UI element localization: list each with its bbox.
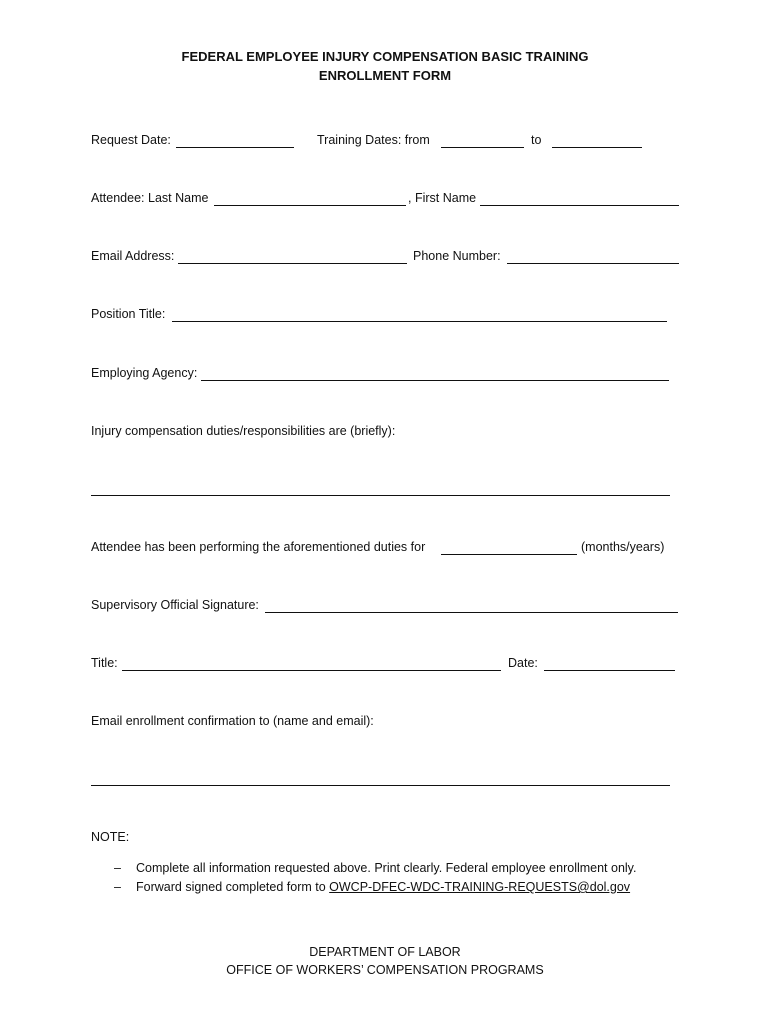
months-years-label: (months/years) xyxy=(581,540,665,554)
confirmation-label: Email enrollment confirmation to (name and email): xyxy=(91,714,374,728)
first-name-label: , First Name xyxy=(408,191,477,205)
note-dash: – xyxy=(114,880,121,894)
submission-email-link[interactable]: OWCP-DFEC-WDC-TRAINING-REQUESTS@dol.gov xyxy=(329,880,631,894)
position-title-field[interactable] xyxy=(172,321,667,322)
phone-number-field[interactable] xyxy=(507,263,679,264)
duties-label: Injury compensation duties/responsibilities are (briefly): xyxy=(91,424,396,438)
position-title-label: Position Title: xyxy=(91,307,166,321)
note-item-2 xyxy=(136,879,630,895)
first-name-field[interactable] xyxy=(480,205,679,206)
email-address-field[interactable] xyxy=(178,263,407,264)
official-title-field[interactable] xyxy=(122,670,501,671)
signature-date-label: Date: xyxy=(508,656,538,670)
confirmation-field[interactable] xyxy=(91,785,670,786)
form-title-line1: FEDERAL EMPLOYEE INJURY COMPENSATION BASIC TRAINING xyxy=(181,49,589,64)
form-title-line2: ENROLLMENT FORM xyxy=(318,68,452,83)
training-dates-from-label: Training Dates: from xyxy=(317,133,430,147)
duration-field[interactable] xyxy=(441,554,577,555)
training-date-from-field[interactable] xyxy=(441,147,524,148)
performing-duties-label: Attendee has been performing the aforementioned duties for xyxy=(91,540,426,554)
note-item-2-text: Forward signed completed form to xyxy=(136,880,326,894)
email-address-label: Email Address: xyxy=(91,249,175,263)
training-dates-to-label: to xyxy=(531,133,542,147)
employing-agency-label: Employing Agency: xyxy=(91,366,198,380)
training-date-to-field[interactable] xyxy=(552,147,642,148)
request-date-field[interactable] xyxy=(176,147,294,148)
footer-department: DEPARTMENT OF LABOR xyxy=(309,945,461,959)
signature-date-field[interactable] xyxy=(544,670,675,671)
supervisory-signature-label: Supervisory Official Signature: xyxy=(91,598,259,612)
footer-office: OFFICE OF WORKERS’ COMPENSATION PROGRAMS xyxy=(226,963,544,977)
request-date-label: Request Date: xyxy=(91,133,171,147)
official-title-label: Title: xyxy=(91,656,118,670)
last-name-label: Attendee: Last Name xyxy=(91,191,209,205)
note-heading: NOTE: xyxy=(91,830,130,844)
supervisory-signature-field[interactable] xyxy=(265,612,678,613)
phone-number-label: Phone Number: xyxy=(413,249,501,263)
note-item-1: Complete all information requested above. Print clearly. Federal employee enrollment only. xyxy=(136,861,637,875)
employing-agency-field[interactable] xyxy=(201,380,669,381)
duties-field[interactable] xyxy=(91,495,670,496)
note-dash: – xyxy=(114,861,121,875)
last-name-field[interactable] xyxy=(214,205,406,206)
